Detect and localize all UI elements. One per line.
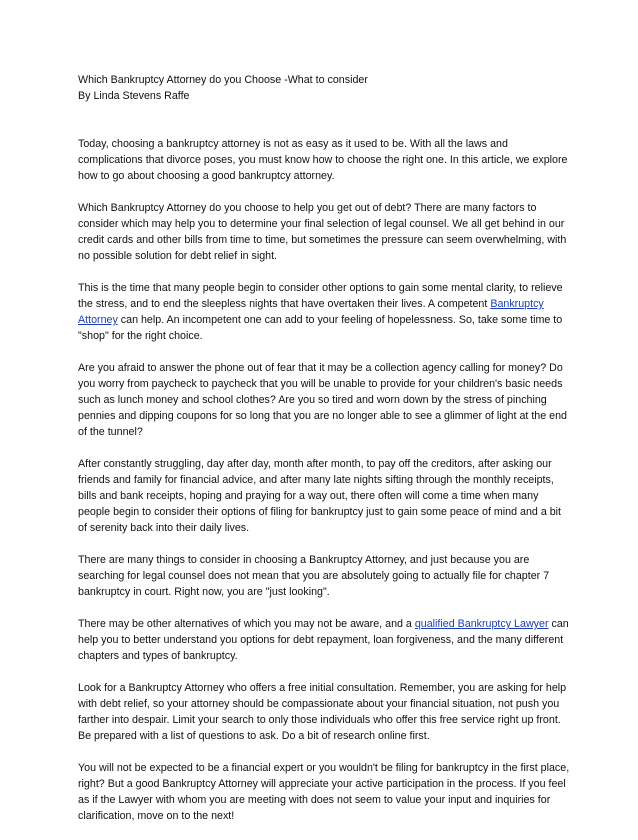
paragraph-7-text-b: can help you to better understand you options for debt repayment, loan forgiveness, and the many different chapters and types of bankruptcy. [78, 618, 569, 662]
paragraph-6: There are many things to consider in choosing a Bankruptcy Attorney, and just because you are searching for legal counsel does not mean that you are absolutely going to actually file for chapter 7 bankruptcy in court. Right now, you are "just looking". [78, 554, 550, 598]
paragraph-3-text-b: can help. An incompetent one can add to your feeling of hopelessness. So, take some time to "shop" for the right choice. [78, 314, 563, 342]
paragraph-2: Which Bankruptcy Attorney do you choose to help you get out of debt? There are many factors to consider which may help you to determine your final selection of legal counsel. We all get behind in our credit cards and other bills from time to time, but sometimes the pressure can seem overwhelming, with no possible solution for debt relief in sight. [78, 202, 567, 262]
document-byline: By Linda Stevens Raffe [78, 90, 190, 102]
paragraph-8: Look for a Bankruptcy Attorney who offers a free initial consultation. Remember, you are asking for help with debt relief, so your attorney should be compassionate about your financial situation, not push you farther into despair. Limit your search to only those individuals who offer this free service right up front. Be prepared with a list of questions to ask. Do a bit of research online first. [78, 682, 567, 742]
paragraph-7 [78, 616, 570, 664]
document-title: Which Bankruptcy Attorney do you Choose -What to consider [78, 74, 368, 86]
paragraph-1: Today, choosing a bankruptcy attorney is not as easy as it used to be. With all the laws and complications that divorce poses, you must know how to choose the right one. In this article, we explore how to go about choosing a good bankruptcy attorney. [78, 138, 568, 182]
paragraph-7-text-a: There may be other alternatives of which you may not be aware, and a [78, 618, 415, 630]
paragraph-3 [78, 280, 570, 344]
paragraph-9: You will not be expected to be a financial expert or you wouldn't be filing for bankruptcy in the first place, right? But a good Bankruptcy Attorney will appreciate your active participation in the process. If you feel as if the Lawyer with whom you are meeting with does not seem to value your input and inquiries for clarification, move on to the next! [78, 762, 570, 822]
document-header [78, 72, 570, 104]
document-page [78, 72, 570, 840]
paragraph-4: Are you afraid to answer the phone out of fear that it may be a collection agency calling for money? Do you worry from paycheck to paycheck that you will be unable to provide for your children's basic needs such as lunch money and school clothes? Are you so tired and worn down by the stress of pinching pennies and dipping coupons for so long that you are no longer able to see a glimmer of light at the end of the tunnel? [78, 362, 567, 438]
paragraph-3-text-a: This is the time that many people begin to consider other options to gain some mental clarity, to relieve the stress, and to end the sleepless nights that have overtaken their lives. A competent [78, 282, 563, 310]
qualified-bankruptcy-lawyer-link[interactable]: qualified Bankruptcy Lawyer [414, 618, 549, 630]
bankruptcy-attorney-link[interactable]: Bankruptcy Attorney [78, 298, 544, 326]
paragraph-5: After constantly struggling, day after day, month after month, to pay off the creditors, after asking our friends and family for financial advice, and after many late nights sifting through the monthly receipts, bills and bank receipts, hoping and praying for a way out, there often will come a time when many people begin to consider their options of filing for bankruptcy just to gain some peace of mind and a bit of serenity back into their daily lives. [78, 458, 562, 534]
